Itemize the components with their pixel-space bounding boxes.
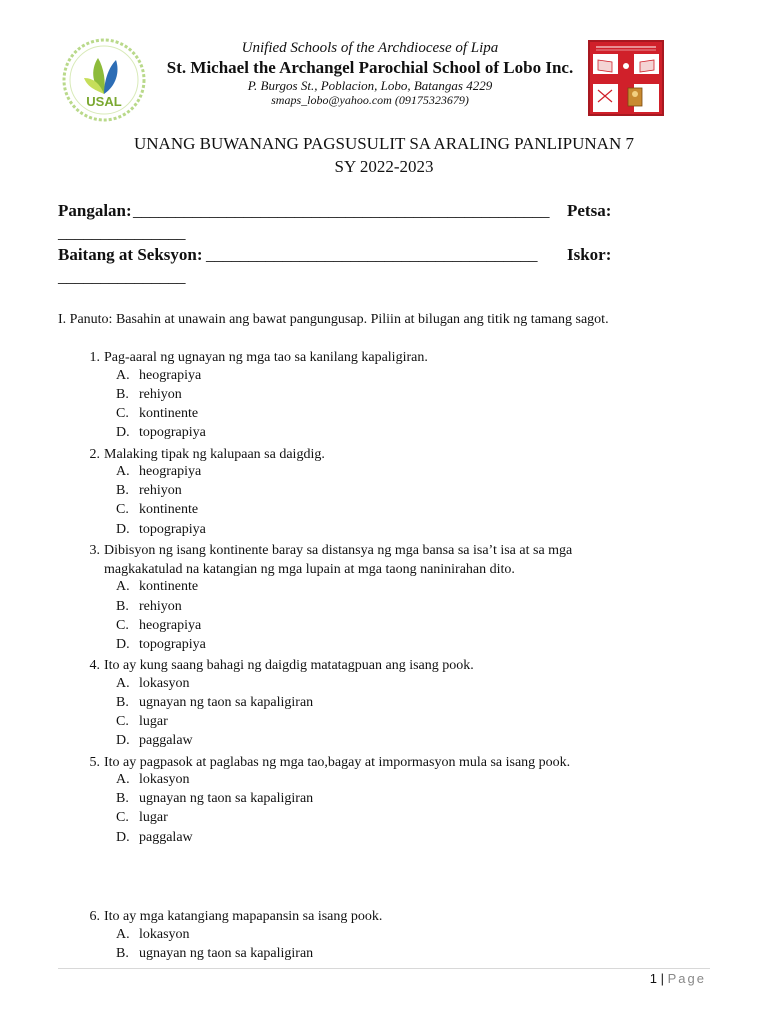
choice-text: kontinente [139, 502, 199, 517]
choice-letter[interactable]: B. [116, 387, 129, 402]
choice-text: lugar [139, 810, 168, 825]
question-number: 4. [89, 658, 100, 673]
section-label: Baitang at Seksyon: [58, 245, 203, 264]
question-text: Ito ay kung saang bahagi ng daigdig matatagpuan ang isang pook. [104, 658, 474, 673]
choice-letter[interactable]: C. [116, 810, 129, 825]
question-text: Ito ay mga katangiang mapapansin sa isang pook. [104, 909, 383, 924]
date-label: Petsa: [567, 201, 612, 220]
question-text: Malaking tipak ng kalupaan sa daigdig. [104, 447, 325, 462]
exam-title: UNANG BUWANANG PAGSUSULIT SA ARALING PANLIPUNAN 7 [134, 134, 634, 153]
choice-letter[interactable]: D. [116, 637, 130, 652]
choice-letter[interactable]: B. [116, 483, 129, 498]
instructions: I. Panuto: Basahin at unawain ang bawat pangungusap. Piliin at bilugan ang titik ng tamang sagot. [58, 312, 609, 327]
question-text: Dibisyon ng isang kontinente baray sa distansya ng mga bansa sa isa’t isa at sa mga [104, 543, 573, 558]
choice-letter[interactable]: C. [116, 714, 129, 729]
score-label: Iskor: [567, 245, 612, 264]
choice-text: topograpiya [139, 425, 206, 440]
choice-text: kontinente [139, 406, 199, 421]
choice-letter[interactable]: C. [116, 502, 129, 517]
choice-letter[interactable]: D. [116, 830, 130, 845]
choice-letter[interactable]: A. [116, 927, 130, 942]
school-year: SY 2022-2023 [334, 157, 434, 176]
choice-letter[interactable]: A. [116, 368, 130, 383]
choice-letter[interactable]: A. [116, 676, 130, 691]
question-text: magkakatulad na katangian ng mga lupain at mga taong naninirahan dito. [104, 562, 515, 577]
choice-letter[interactable]: C. [116, 406, 129, 421]
choice-text: topograpiya [139, 522, 206, 537]
choice-text: ugnayan ng taon sa kapaligiran [139, 695, 314, 710]
choice-letter[interactable]: D. [116, 733, 130, 748]
choice-letter[interactable]: B. [116, 599, 129, 614]
choice-text: lokasyon [139, 772, 190, 787]
school-contact: smaps_lobo@yahoo.com (09175323679) [271, 93, 469, 107]
choice-text: paggalaw [139, 830, 193, 845]
school-seal-icon [588, 40, 664, 116]
page-number: 1 [649, 971, 657, 986]
page-footer [650, 971, 706, 986]
section-blank[interactable]: _______________________________________ [206, 245, 538, 264]
choice-text: lugar [139, 714, 168, 729]
header-affiliation: Unified Schools of the Archdiocese of Lipa [241, 40, 499, 56]
question-number: 5. [89, 755, 100, 770]
usal-logo-text: USAL [86, 94, 122, 109]
choice-text: kontinente [139, 579, 199, 594]
choice-letter[interactable]: C. [116, 618, 129, 633]
footer-divider [58, 968, 710, 969]
choice-text: rehiyon [139, 387, 182, 402]
choice-text: rehiyon [139, 599, 182, 614]
question-text: Pag-aaral ng ugnayan ng mga tao sa kanilang kapaligiran. [104, 350, 428, 365]
question-number: 1. [89, 350, 100, 365]
school-address: P. Burgos St., Poblacion, Lobo, Batangas 4229 [247, 78, 493, 93]
choice-letter[interactable]: D. [116, 425, 130, 440]
name-blank[interactable]: _________________________________________________ [133, 201, 550, 220]
choice-text: heograpiya [139, 368, 202, 383]
choice-letter[interactable]: A. [116, 579, 130, 594]
school-name: St. Michael the Archangel Parochial School of Lobo Inc. [166, 58, 574, 77]
footer-separator: | [660, 971, 664, 986]
date-blank[interactable]: _______________ [58, 223, 186, 242]
choice-text: topograpiya [139, 637, 206, 652]
page-word: Page [667, 971, 706, 986]
choice-letter[interactable]: A. [116, 464, 130, 479]
question-number: 3. [89, 543, 100, 558]
choice-text: lokasyon [139, 676, 190, 691]
choice-text: heograpiya [139, 618, 202, 633]
choice-letter[interactable]: B. [116, 791, 129, 806]
choice-letter[interactable]: B. [116, 946, 129, 961]
choice-text: heograpiya [139, 464, 202, 479]
choice-text: paggalaw [139, 733, 193, 748]
choice-text: rehiyon [139, 483, 182, 498]
choice-letter[interactable]: B. [116, 695, 129, 710]
leaf-logo-icon [62, 38, 146, 122]
choice-text: lokasyon [139, 927, 190, 942]
question-number: 6. [89, 909, 100, 924]
choice-letter[interactable]: D. [116, 522, 130, 537]
choice-text: ugnayan ng taon sa kapaligiran [139, 791, 314, 806]
question-text: Ito ay pagpasok at paglabas ng mga tao,bagay at impormasyon mula sa isang pook. [104, 755, 571, 770]
choice-letter[interactable]: A. [116, 772, 130, 787]
choice-text: ugnayan ng taon sa kapaligiran [139, 946, 314, 961]
question-number: 2. [89, 447, 100, 462]
name-label: Pangalan: [58, 201, 132, 220]
score-blank[interactable]: _______________ [58, 267, 186, 286]
